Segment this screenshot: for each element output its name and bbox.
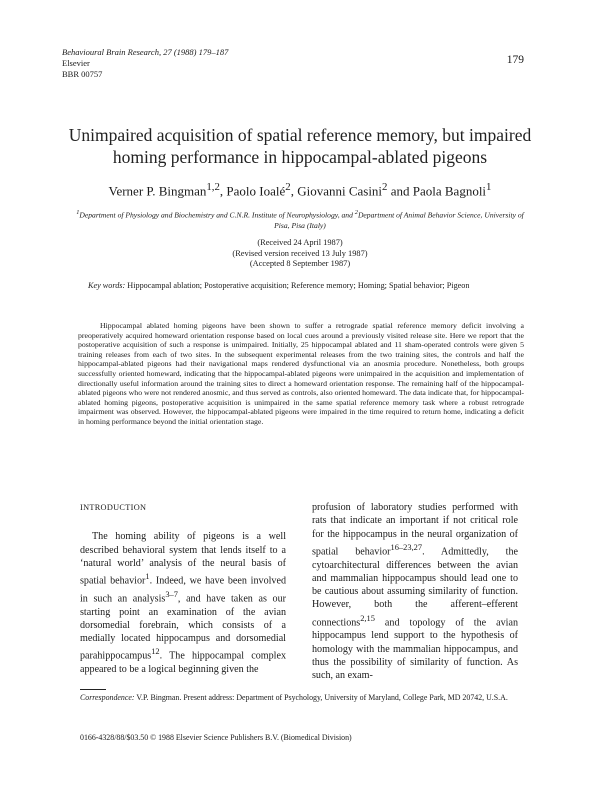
author-name: Paolo Ioalé <box>226 183 286 199</box>
footnote-divider <box>80 689 106 690</box>
body-text: The homing ability of pigeons is a well described behavioral system that lends itself to a ‘natural world’ analysis of the neural basis of spatial behavior <box>80 531 286 587</box>
body-text: and topology of the avian hippocampus lend support to the hypothesis of homology with the mammalian hippocampus, and thus the possibility of similarity of function. As such, an exam- <box>312 617 518 682</box>
body-column-right <box>312 501 518 683</box>
date-accepted: (Accepted 8 September 1987) <box>249 259 351 268</box>
body-paragraph <box>312 501 518 683</box>
citation-ref: 3–7 <box>165 589 178 599</box>
copyright-line: 0166-4328/88/$03.50 © 1988 Elsevier Science Publishers B.V. (Biomedical Division) <box>80 733 352 742</box>
journal-citation: Behavioural Brain Research, 27 (1988) 179–187 <box>62 47 229 57</box>
author-affiliation-marker: 1 <box>486 181 492 193</box>
article-title: Unimpaired acquisition of spatial reference memory, but impaired homing performance in hippocampal-ablated pigeons <box>68 125 532 167</box>
keywords <box>88 281 528 291</box>
citation-ref: 16–23,27 <box>390 542 423 552</box>
body-text: . Indeed, we have been involved in such an analysis <box>80 575 287 605</box>
author-affiliation-marker: 2 <box>285 181 291 193</box>
publisher-name: Elsevier <box>62 58 90 68</box>
abstract: Hippocampal ablated homing pigeons have been shown to suffer a retrograde spatial reference memory deficit involving a preoperatively acquired homeward orientation response based on local cues around a previously visited release site. Here we report that the postoperative acquisition of such a response is unimpaired. Initially, 25 hippocampal ablated and 11 sham-operated controls were given 5 training releases from each of two sites. In the subsequent experimental releases from the two training sites, the controls and half the hippocampal-ablated pigeons had their navigational maps rendered dysfunctional via an anosmia procedure. Nonetheless, both groups successfully oriented homeward, indicating that the hippocampal-ablated pigeons were unimpaired in the acquisition and implementation of directionally useful information around the training sites to direct a homeward orientation response. The remaining half of the hippocampal-ablated pigeons who were not rendered anosmic, and thus served as controls, also oriented homeward. The data indicate that, for hippocampal-ablated homing pigeons, postoperative acquisition is unimpaired in the same spatial reference memory task where a robust retrograde impairment was observed. However, the hippocampal-ablated pigeons were impaired in the time required to return home, indicating a deficit in homing performance beyond the initial orientation stage. <box>78 321 524 426</box>
author-separator: , <box>219 183 227 199</box>
date-revised: (Revised version received 13 July 1987) <box>232 248 368 258</box>
citation-ref: 12 <box>151 647 160 657</box>
affiliation-text: Department of Physiology and Biochemistry and C.N.R. Institute of Neurophysiology, and <box>79 210 355 220</box>
author-name: Paola Bagnoli <box>412 183 487 199</box>
body-text: profusion of laboratory studies performed with rats that indicate an important if not critical role for the hippocampus in the neural organization of spatial behavior <box>312 502 518 558</box>
body-text: . Admittedly, the cytoarchitectural differences between the avian and mammalian hippocampus should lead one to be cautious about assuming similarity of function. However, both the afferent–efferent connections <box>312 546 518 629</box>
author-separator: and <box>387 183 413 199</box>
citation-ref: 2,15 <box>360 613 375 623</box>
section-heading: INTRODUCTION <box>80 503 147 512</box>
keywords-text: Hippocampal ablation; Postoperative acquisition; Reference memory; Homing; Spatial behavior; Pigeon <box>127 281 470 290</box>
body-text: . The hippocampal complex appeared to be a logical beginning given the <box>80 650 286 676</box>
body-column-left <box>80 501 286 676</box>
author-affiliation-marker: 1,2 <box>206 181 220 193</box>
publication-dates <box>150 238 450 270</box>
correspondence-footnote <box>80 693 520 703</box>
author-name: Giovanni Casini <box>297 183 383 199</box>
journal-header <box>62 47 228 80</box>
body-paragraph <box>80 530 286 676</box>
affiliation-marker: 1 <box>76 209 80 216</box>
affiliations <box>75 208 525 231</box>
author-name: Verner P. Bingman <box>108 183 207 199</box>
correspondence-label: Correspondence: <box>80 693 135 702</box>
body-text: , and have taken as our starting point an examination of the avian dorsomedial forebrain, which consists of a medially located hippocampus and dorsomedial parahippocampus <box>80 593 286 662</box>
citation-ref: 1 <box>145 572 150 582</box>
page-number: 179 <box>506 54 524 66</box>
affiliation-marker: 2 <box>354 209 358 216</box>
affiliation-text: Department of Animal Behavior Science, University of Pisa, Pisa (Italy) <box>274 210 524 230</box>
date-received: (Received 24 April 1987) <box>257 238 343 247</box>
author-list <box>40 181 560 199</box>
keywords-label: Key words: <box>88 281 126 290</box>
author-separator: , <box>290 183 298 199</box>
correspondence-text: V.P. Bingman. Present address: Department of Psychology, University of Maryland, College Park, MD 20742, U.S.A. <box>134 693 508 702</box>
article-code: BBR 00757 <box>62 69 103 79</box>
author-affiliation-marker: 2 <box>382 181 388 193</box>
